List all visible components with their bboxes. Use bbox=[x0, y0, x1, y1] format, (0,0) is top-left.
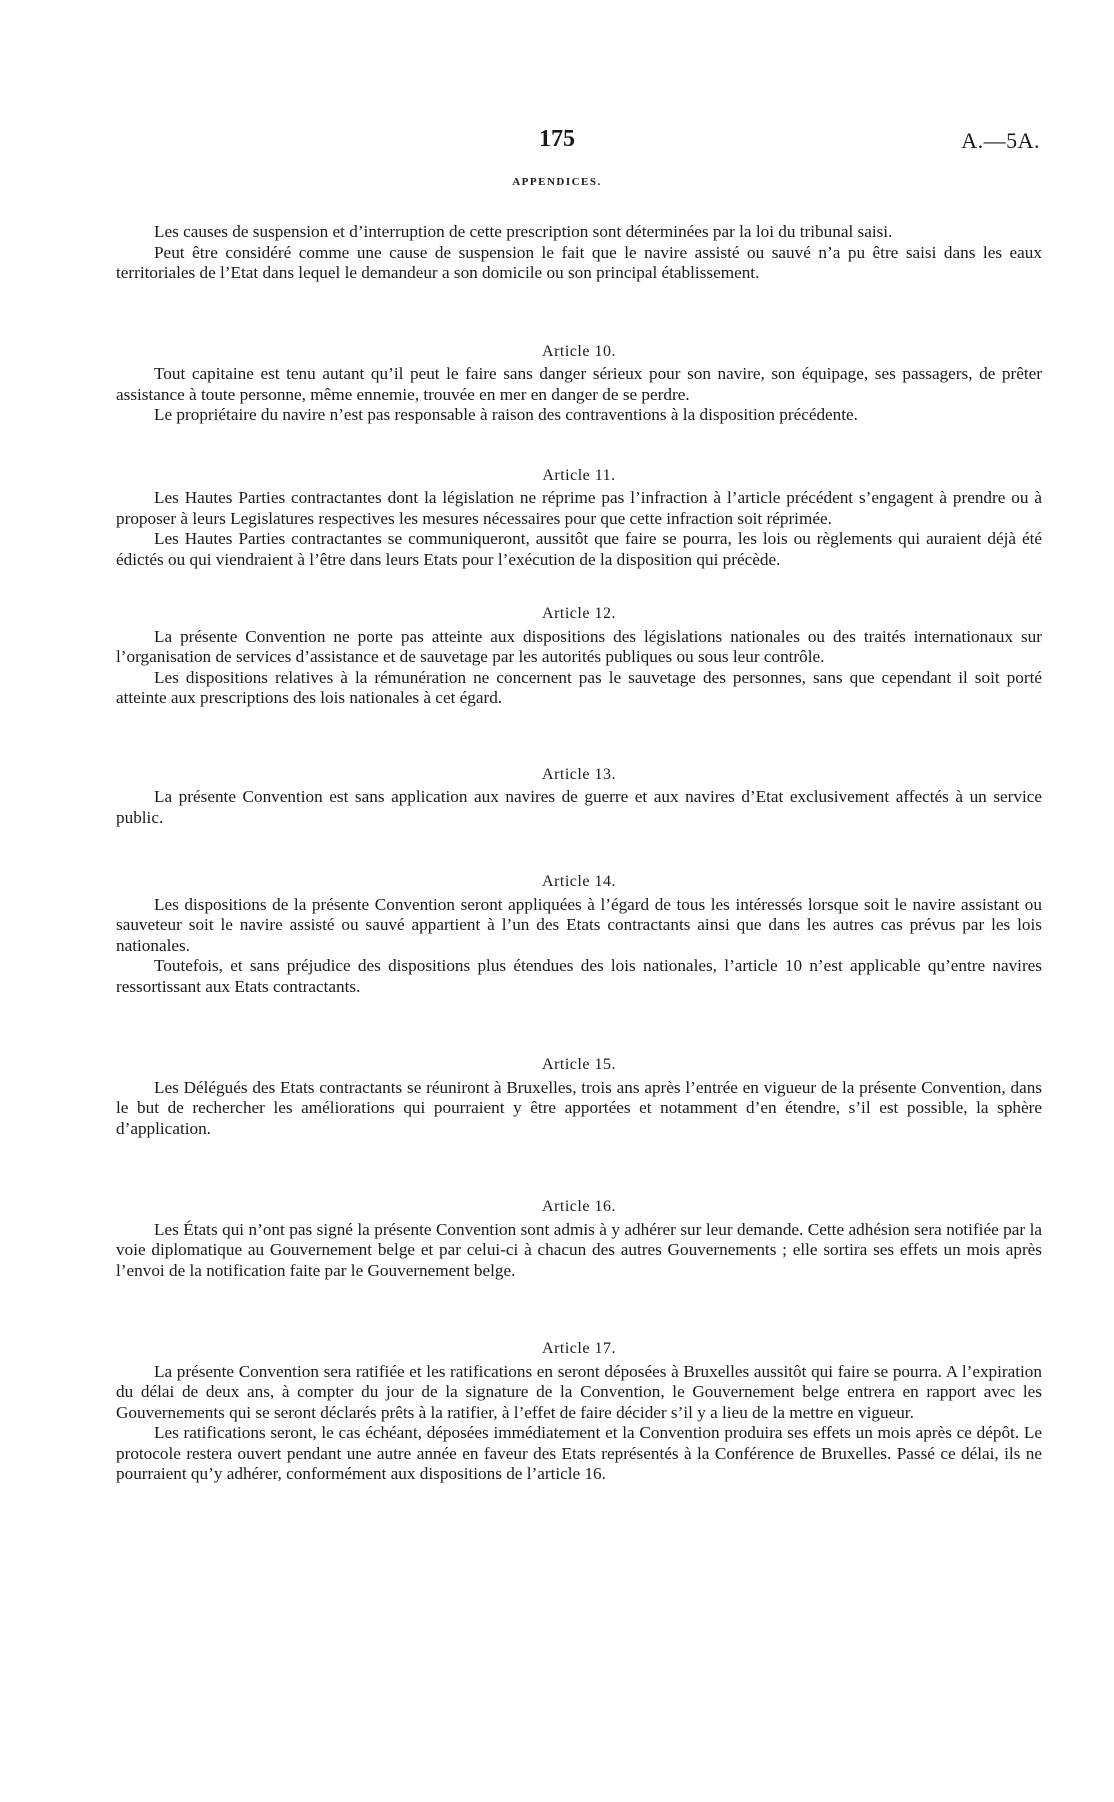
article-11 bbox=[116, 466, 1042, 571]
running-head: APPENDICES. bbox=[512, 176, 602, 188]
article-heading: Article 17. bbox=[542, 1340, 616, 1357]
article-paragraph: La présente Convention est sans application aux navires de guerre et aux navires d’Etat exclusivement affectés à un service public. bbox=[116, 787, 1042, 827]
article-paragraph: Le propriétaire du navire n’est pas responsable à raison des contraventions à la disposition précédente. bbox=[154, 405, 858, 424]
article-12 bbox=[116, 604, 1042, 709]
intro-paragraph: Peut être considéré comme une cause de suspension le fait que le navire assisté ou sauvé n’a pu être saisi dans les eaux territoriales de l’Etat dans lequel le demandeur a son domicile ou son principal établissement. bbox=[116, 242, 1042, 282]
article-heading: Article 10. bbox=[542, 342, 616, 360]
page-number: 175 bbox=[539, 126, 575, 152]
article-paragraph: Tout capitaine est tenu autant qu’il peut le faire sans danger sérieux pour son navire, son équipage, ses passagers, de prêter assistance à toute personne, même ennemie, trouvée en mer en danger de se perdre. bbox=[116, 364, 1042, 404]
article-paragraph: Les dispositions de la présente Convention seront appliquées à l’égard de tous les intéressés lorsque soit le navire assistant ou sauveteur soit le navire assisté ou sauvé appartient à l’un des Etats contractants ainsi que dans les autres cas prévus par les lois nationales. bbox=[116, 894, 1042, 955]
article-16 bbox=[116, 1197, 1042, 1281]
document-body bbox=[116, 222, 1042, 1485]
article-10 bbox=[116, 342, 1042, 426]
article-15 bbox=[116, 1055, 1042, 1139]
article-paragraph: Les États qui n’ont pas signé la présente Convention sont admis à y adhérer sur leur demande. Cette adhésion sera notifiée par la voie diplomatique au Gouvernement belge et par celui-ci à chacun des autres Gouvernements ; elle sortira ses effets un mois après l’envoi de la notification faite par le Gouvernement belge. bbox=[116, 1219, 1042, 1280]
article-paragraph: La présente Convention sera ratifiée et les ratifications en seront déposées à Bruxelles aussitôt qui faire se pourra. A l’expiration du délai de deux ans, à compter du jour de la signature de la Convention, le Gouvernement belge entrera en rapport avec les Gouvernements qui se seront déclarés prêts à la ratifier, à l’effet de faire décider s’il y a lieu de la mettre en vigueur. bbox=[116, 1361, 1042, 1422]
article-paragraph: Les Délégués des Etats contractants se réuniront à Bruxelles, trois ans après l’entrée en vigueur de la présente Convention, dans le but de rechercher les améliorations qui pourraient y être apportées et notamment d’en étendre, s’il est possible, la sphère d’application. bbox=[116, 1077, 1042, 1138]
article-heading: Article 11. bbox=[542, 466, 616, 484]
article-paragraph: Toutefois, et sans préjudice des dispositions plus étendues des lois nationales, l’article 10 n’est applicable qu’entre navires ressortissant aux Etats contractants. bbox=[116, 956, 1042, 996]
article-17 bbox=[116, 1339, 1042, 1485]
article-paragraph: Les dispositions relatives à la rémunération ne concernent pas le sauvetage des personnes, sans que cependant il soit porté atteinte aux prescriptions des lois nationales à cet égard. bbox=[116, 667, 1042, 707]
article-paragraph: La présente Convention ne porte pas atteinte aux dispositions des législations nationales ou des traités internationaux sur l’organisation de services d’assistance et de sauvetage par les autorités publiques ou sous leur contrôle. bbox=[116, 626, 1042, 666]
article-heading: Article 14. bbox=[542, 873, 616, 890]
article-paragraph: Les Hautes Parties contractantes se communiqueront, aussitôt que faire se pourra, les lois ou règlements qui auraient déjà été édictés ou qui viendraient à l’être dans leurs Etats pour l’exécution de la disposition qui précède. bbox=[116, 529, 1042, 569]
article-heading: Article 16. bbox=[542, 1198, 616, 1215]
document-reference: A.—5A. bbox=[961, 128, 1040, 153]
article-paragraph: Les ratifications seront, le cas échéant, déposées immédiatement et la Convention produira ses effets un mois après ce dépôt. Le protocole restera ouvert pendant une autre année en faveur des Etats représentés à la Conférence de Bruxelles. Passé ce délai, ils ne pourraient qu’y adhérer, conformément aux dispositions de l’article 16. bbox=[116, 1423, 1042, 1483]
article-14 bbox=[116, 872, 1042, 997]
intro-paragraph: Les causes de suspension et d’interruption de cette prescription sont déterminées par la loi du tribunal saisi. bbox=[154, 222, 893, 241]
article-heading: Article 13. bbox=[542, 765, 616, 783]
article-heading: Article 12. bbox=[542, 605, 616, 622]
article-heading: Article 15. bbox=[542, 1056, 616, 1073]
article-paragraph: Les Hautes Parties contractantes dont la législation ne réprime pas l’infraction à l’article précédent s’engagent à prendre ou à proposer à leurs Legislatures respectives les mesures nécessaires pour que cette infraction soit réprimée. bbox=[116, 488, 1042, 528]
article-13 bbox=[116, 765, 1042, 829]
